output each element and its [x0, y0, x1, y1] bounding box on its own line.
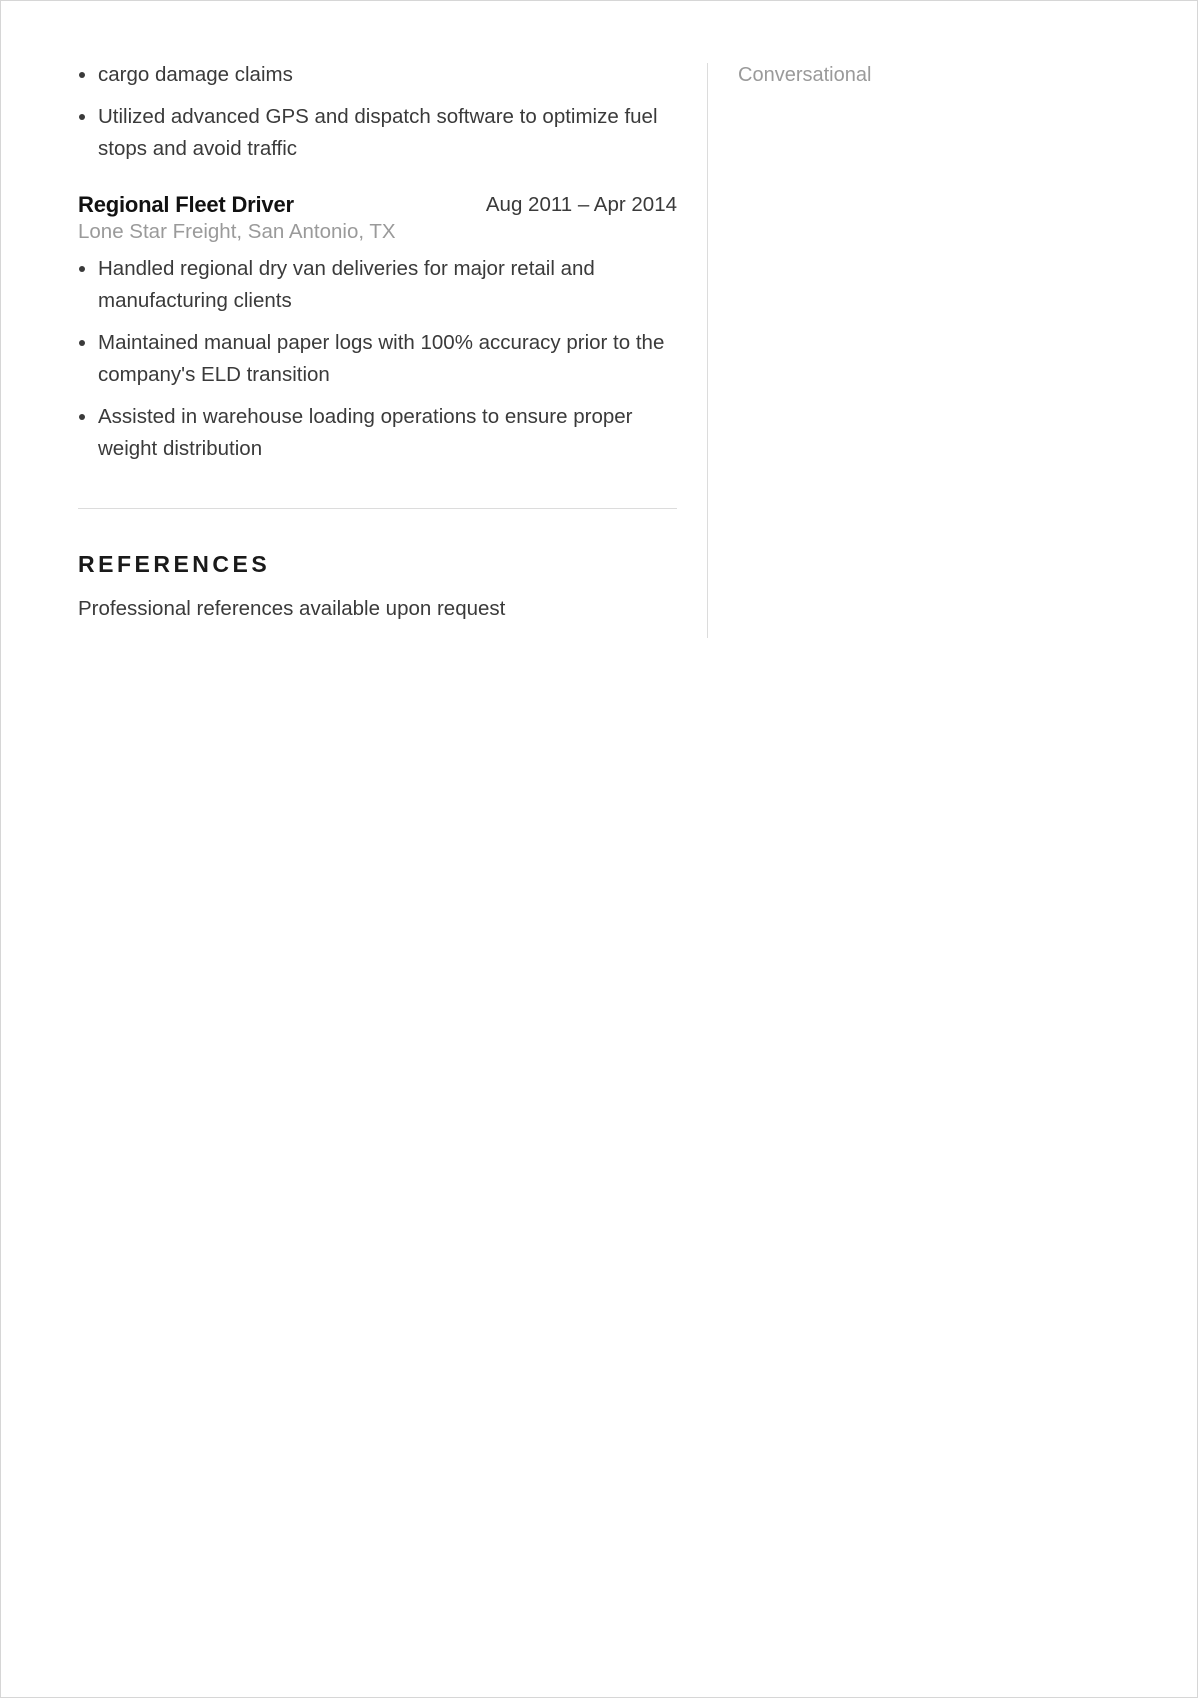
section-divider — [78, 508, 677, 509]
bullet-icon — [79, 114, 85, 120]
job-title: Regional Fleet Driver — [78, 192, 294, 217]
sidebar-column — [738, 61, 1118, 89]
list-item — [78, 327, 677, 391]
bullet-icon — [79, 72, 85, 78]
previous-job-bullet-list — [78, 59, 677, 165]
bullet-text: Assisted in warehouse loading operations to ensure proper weight distribution — [98, 405, 633, 460]
bullet-text: Handled regional dry van deliveries for major retail and manufacturing clients — [98, 257, 595, 312]
list-item — [78, 101, 677, 165]
list-item — [78, 253, 677, 317]
job-company: Lone Star Freight, San Antonio, TX — [78, 220, 396, 243]
job-bullet-list — [78, 253, 677, 465]
bullet-icon — [79, 414, 85, 420]
main-column — [78, 59, 677, 623]
column-divider — [707, 63, 708, 638]
bullet-icon — [79, 340, 85, 346]
bullet-text: Utilized advanced GPS and dispatch software to optimize fuel stops and avoid traffic — [98, 105, 658, 160]
references-heading: REFERENCES — [78, 551, 271, 577]
references-text: Professional references available upon request — [78, 597, 506, 620]
language-proficiency: Conversational — [738, 64, 872, 86]
job-header — [78, 191, 677, 219]
list-item — [78, 59, 677, 91]
bullet-text: cargo damage claims — [98, 63, 293, 86]
bullet-text: Maintained manual paper logs with 100% accuracy prior to the company's ELD transition — [98, 331, 665, 386]
job-dates: Aug 2011 – Apr 2014 — [485, 193, 677, 216]
bullet-icon — [79, 266, 85, 272]
list-item — [78, 401, 677, 465]
